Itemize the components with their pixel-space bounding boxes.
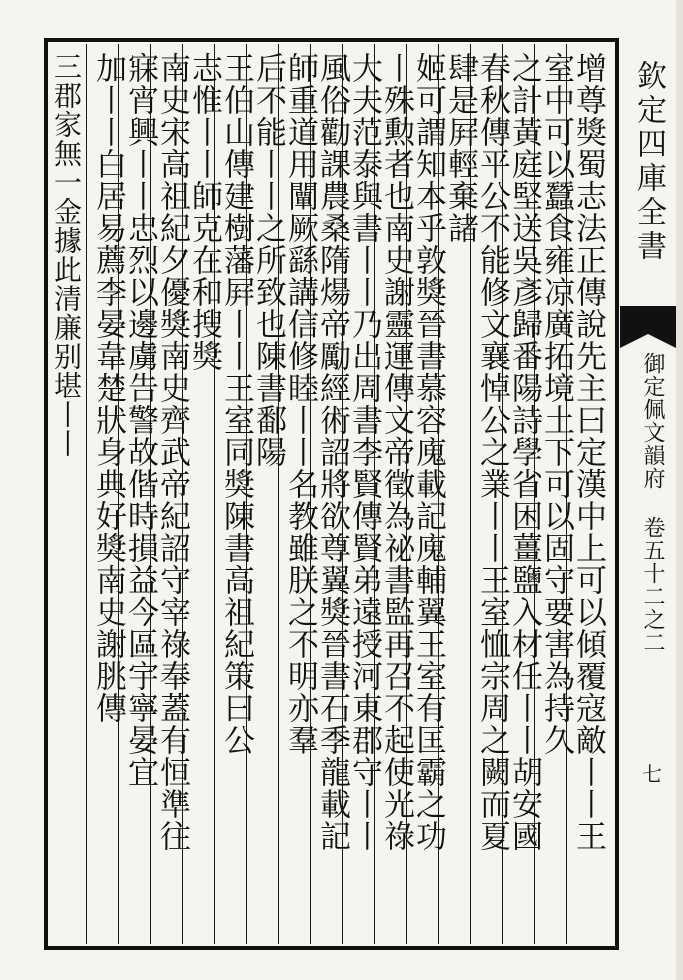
page-number: 七	[642, 762, 662, 786]
text-column: 春秋傳平公不能修文襄悼公之業丨丨王室恤宗周之闕而夏	[474, 52, 510, 852]
column-rule	[86, 44, 87, 944]
text-column: 增尊獎蜀志法正傳說先主曰定漢中上可以傾覆寇敵丨丨王	[570, 52, 606, 852]
text-column: 后不能丨丨之所致也陳書鄱陽	[250, 52, 286, 468]
page-edge	[676, 0, 683, 980]
text-column: 肆是屛輕棄諸	[442, 52, 478, 244]
fishtail-notch	[620, 334, 676, 348]
fishtail-mark	[620, 306, 676, 334]
text-column: 三郡家無一金據此清廉别堪丨丨	[50, 52, 83, 458]
text-column: 室中可以蠶食雍凉廣拓境土下可以固守要害為持久	[538, 52, 574, 756]
text-column: 王伯山傳建樹藩屛丨丨王室同獎陳書高祖紀策曰公	[218, 52, 254, 756]
text-column: 之計黃庭堅送吳彥歸番陽詩學省困薑鹽入材任丨丨胡安國	[506, 52, 542, 852]
text-column: 南史宋高祖紀夕優獎南史齊武帝紀詔守宰祿奉蓋有恒準往	[154, 52, 190, 852]
text-column: 寐宵興丨丨忠烈以邊虜告警故偕時損益今區宇寧晏宜	[122, 52, 158, 788]
text-column: 丨殊勲者也南史謝靈運傳文帝徵為祕書監再召不起使光祿	[378, 52, 414, 852]
text-column: 姬可謂知本乎敦獎晉書慕容廆載記廆輔翼王室有匡霸之功	[410, 52, 446, 852]
text-column: 加丨丨白居易薦李晏韋楚狀身典好獎南史謝朓傳	[90, 52, 126, 724]
text-column: 風俗勸課農桑隋煬帝勵經術詔將欲尊翼獎晉書石季龍載記	[314, 52, 350, 852]
fascicle-label: 御定佩文韻府 卷五十二之二	[640, 352, 665, 654]
text-column: 大夫范泰與書丨丨乃出周書李賢傳賢弟遠授河東郡守丨丨	[346, 52, 382, 852]
book-title: 欽定四庫全書	[631, 60, 666, 264]
text-column: 師重道用闡厥繇講信修睦丨丨名教雖朕之不明亦羣	[282, 52, 318, 756]
text-column: 志惟丨丨師克在和搜獎	[186, 52, 222, 372]
